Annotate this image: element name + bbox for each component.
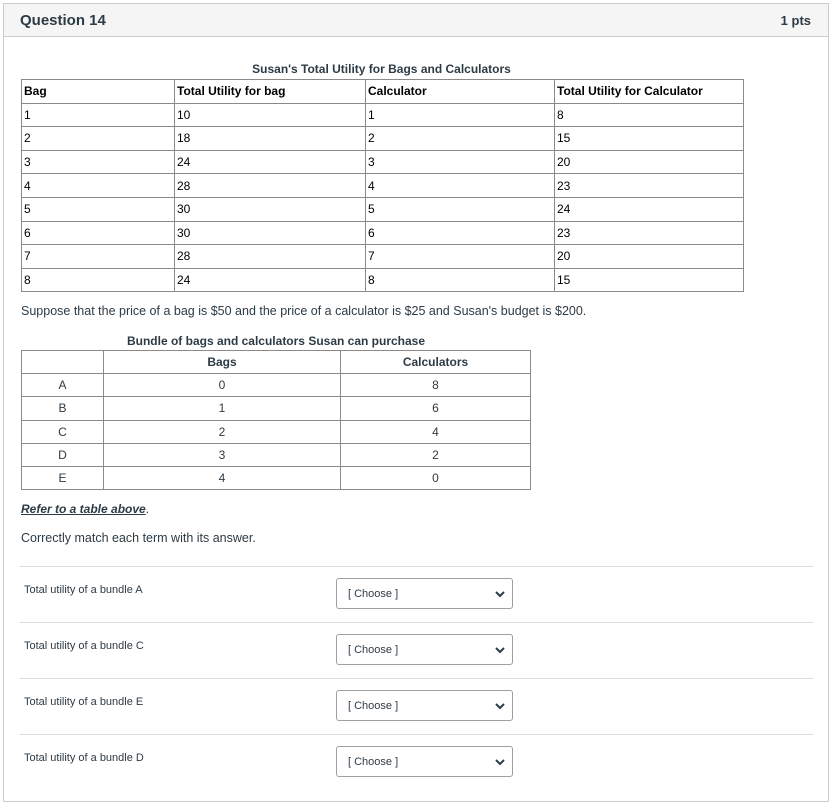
table-cell: 4	[366, 174, 555, 198]
table-cell: 7	[22, 245, 175, 269]
table-row	[22, 174, 744, 198]
table-cell: 4	[341, 420, 531, 443]
question-card	[3, 3, 829, 802]
table-cell: 15	[555, 127, 744, 151]
table-cell: 20	[555, 245, 744, 269]
chevron-down-icon	[494, 644, 506, 656]
match-row	[20, 678, 813, 734]
answer-dropdown[interactable]	[336, 746, 513, 777]
table-cell: C	[22, 420, 104, 443]
dropdown-value: [ Choose ]	[348, 643, 399, 656]
table-cell: 2	[104, 420, 341, 443]
table-cell: 28	[175, 174, 366, 198]
table-cell: 24	[175, 268, 366, 292]
question-header	[4, 4, 828, 37]
dropdown-value: [ Choose ]	[348, 755, 399, 768]
question-title: Question 14	[20, 11, 106, 29]
table-cell: E	[22, 466, 104, 489]
match-term-label: Total utility of a bundle D	[24, 752, 144, 764]
table-cell: 6	[22, 221, 175, 245]
table-row	[22, 197, 744, 221]
table-row	[22, 397, 531, 420]
table-row	[22, 443, 531, 466]
utility-table	[21, 79, 744, 292]
table-cell: 23	[555, 221, 744, 245]
dropdown-value: [ Choose ]	[348, 587, 399, 600]
match-term-label: Total utility of a bundle C	[24, 640, 144, 652]
table-cell: 2	[22, 127, 175, 151]
table-header-row	[22, 80, 744, 104]
table-cell: 0	[104, 374, 341, 397]
match-row	[20, 566, 813, 622]
chevron-down-icon	[494, 588, 506, 600]
table-cell: 4	[104, 466, 341, 489]
table-cell: 6	[341, 397, 531, 420]
table-cell: D	[22, 443, 104, 466]
table-cell: 5	[366, 197, 555, 221]
table-cell: 5	[22, 197, 175, 221]
table-cell: 15	[555, 268, 744, 292]
table-cell: 4	[22, 174, 175, 198]
table-header-cell: Total Utility for Calculator	[555, 80, 744, 104]
table-cell: 8	[22, 268, 175, 292]
bundle-table-caption: Bundle of bags and calculators Susan can purchase	[126, 334, 426, 348]
answer-dropdown[interactable]	[336, 634, 513, 665]
table-header-cell	[22, 351, 104, 374]
table-cell: A	[22, 374, 104, 397]
refer-note	[21, 502, 149, 516]
table-cell: 1	[104, 397, 341, 420]
table-cell: 8	[341, 374, 531, 397]
table-header-cell: Calculators	[341, 351, 531, 374]
match-row	[20, 734, 813, 790]
table-header-cell: Total Utility for bag	[175, 80, 366, 104]
table-cell: 30	[175, 197, 366, 221]
table-cell: 2	[341, 443, 531, 466]
table-cell: 24	[555, 197, 744, 221]
table-cell: 8	[555, 103, 744, 127]
table-cell: 20	[555, 150, 744, 174]
table-row	[22, 268, 744, 292]
answer-dropdown[interactable]	[336, 690, 513, 721]
table-header-cell: Bags	[104, 351, 341, 374]
table-cell: 2	[366, 127, 555, 151]
table-cell: 23	[555, 174, 744, 198]
instructions: Correctly match each term with its answer.	[21, 531, 256, 545]
table-cell: 1	[366, 103, 555, 127]
table-cell: 24	[175, 150, 366, 174]
refer-link[interactable]: Refer to a table above	[21, 502, 146, 516]
table-cell: 28	[175, 245, 366, 269]
table-row	[22, 245, 744, 269]
answer-dropdown[interactable]	[336, 578, 513, 609]
table-row	[22, 103, 744, 127]
table-row	[22, 150, 744, 174]
chevron-down-icon	[494, 700, 506, 712]
match-term-label: Total utility of a bundle A	[24, 584, 143, 596]
table-cell: 3	[104, 443, 341, 466]
table-cell: 3	[22, 150, 175, 174]
match-row	[20, 622, 813, 678]
table-cell: 7	[366, 245, 555, 269]
table-cell: B	[22, 397, 104, 420]
table-cell: 30	[175, 221, 366, 245]
table-header-row	[22, 351, 531, 374]
match-term-label: Total utility of a bundle E	[24, 696, 144, 708]
price-statement: Suppose that the price of a bag is $50 and the price of a calculator is $25 and Susan's budget is $200.	[21, 304, 587, 318]
table-header-cell: Calculator	[366, 80, 555, 104]
table-row	[22, 466, 531, 489]
table-cell: 10	[175, 103, 366, 127]
chevron-down-icon	[494, 756, 506, 768]
table-cell: 8	[366, 268, 555, 292]
table-cell: 3	[366, 150, 555, 174]
table-row	[22, 420, 531, 443]
table-row	[22, 374, 531, 397]
question-points: 1 pts	[780, 12, 811, 28]
dropdown-value: [ Choose ]	[348, 699, 399, 712]
table-row	[22, 221, 744, 245]
table-cell: 0	[341, 466, 531, 489]
bundle-table	[21, 350, 531, 490]
table-cell: 1	[22, 103, 175, 127]
refer-period: .	[145, 502, 150, 516]
table-cell: 18	[175, 127, 366, 151]
table-cell: 6	[366, 221, 555, 245]
utility-table-caption: Susan's Total Utility for Bags and Calculators	[252, 62, 511, 76]
table-header-cell: Bag	[22, 80, 175, 104]
table-row	[22, 127, 744, 151]
